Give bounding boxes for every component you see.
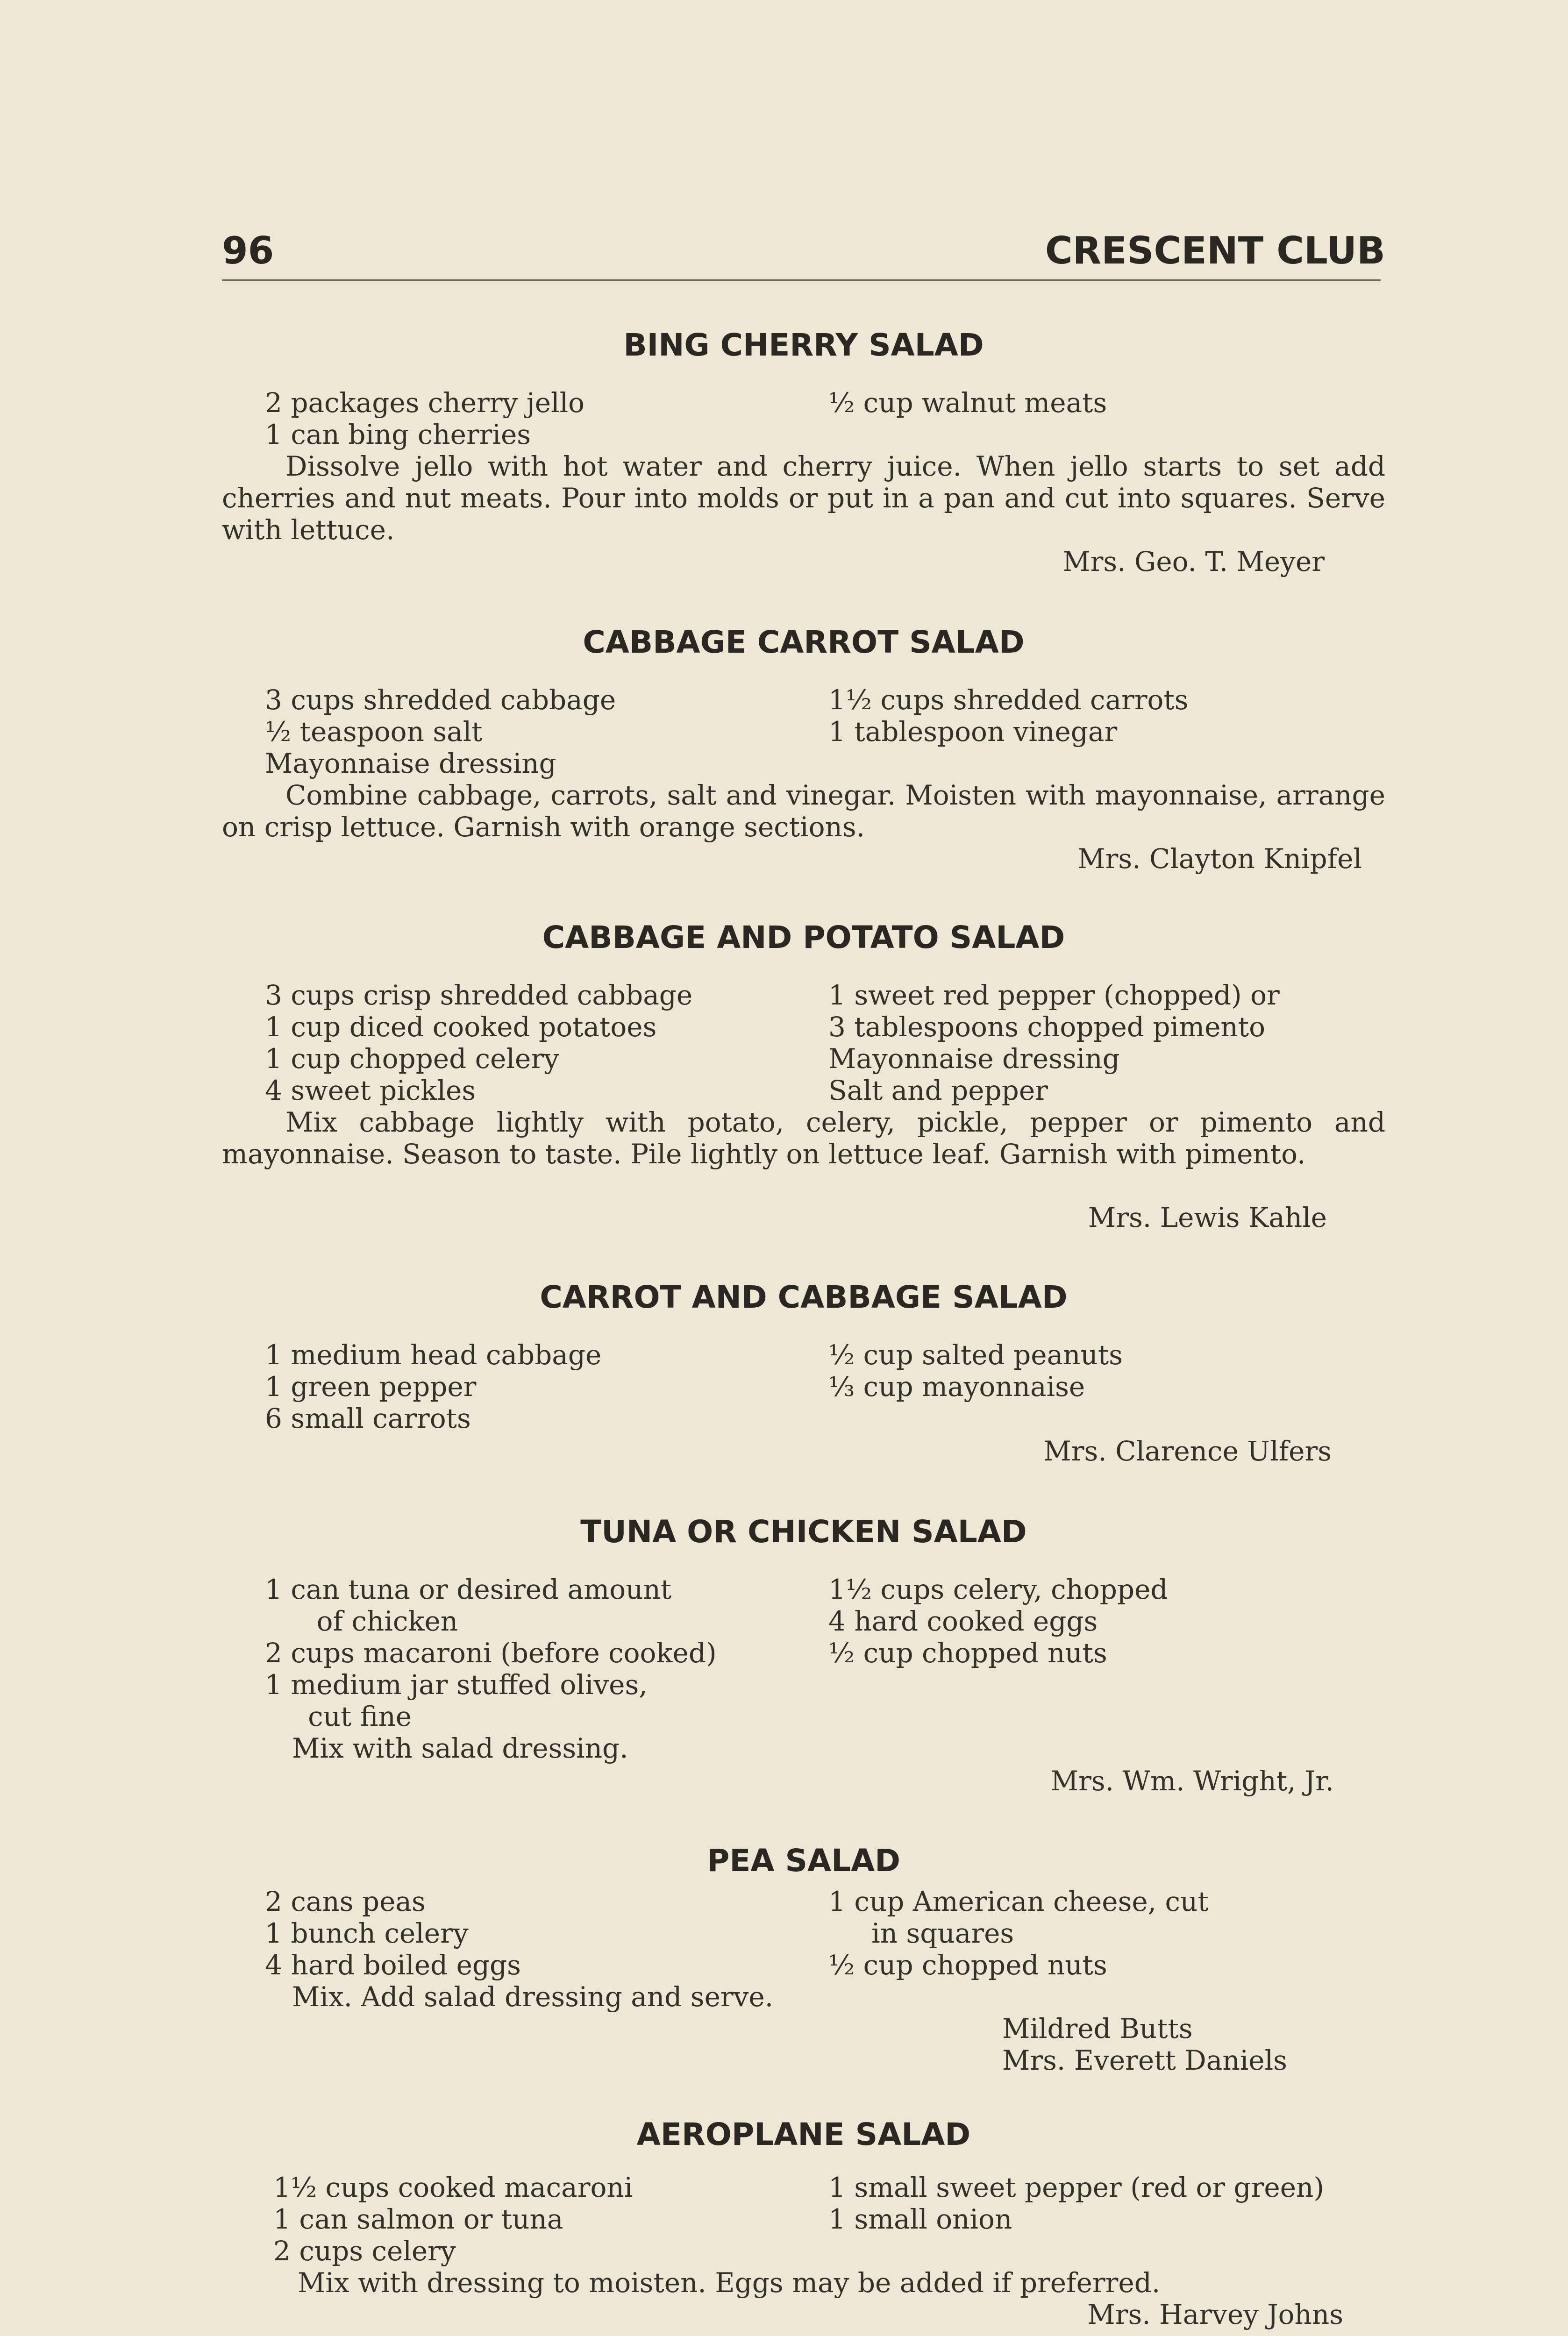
running-head: CRESCENT CLUB <box>1045 229 1385 272</box>
recipe-author: Mrs. Wm. Wright, Jr. <box>1050 1765 1334 1797</box>
recipe-author: Mrs. Clayton Knipfel <box>1077 843 1362 875</box>
ingredient: 1 sweet red pepper (chopped) or <box>828 979 1280 1011</box>
header-rule <box>222 279 1381 281</box>
ingredient: in squares <box>828 1917 1014 1949</box>
recipe-bing-cherry-salad <box>222 327 1385 589</box>
ingredient: of chicken <box>265 1605 458 1637</box>
recipe-title: TUNA OR CHICKEN SALAD <box>580 1514 1027 1550</box>
ingredient: 6 small carrots <box>265 1403 471 1434</box>
ingredient: ½ cup chopped nuts <box>828 1949 1107 1981</box>
recipe-pea-salad <box>222 1843 1385 2081</box>
ingredient: 1 bunch celery <box>265 1917 469 1949</box>
ingredient: 1 can salmon or tuna <box>273 2203 563 2235</box>
page-number: 96 <box>222 229 274 272</box>
recipe-author: Mrs. Geo. T. Meyer <box>1062 546 1325 577</box>
ingredient: 1½ cups cooked macaroni <box>273 2172 633 2203</box>
ingredient: ⅓ cup mayonnaise <box>828 1371 1085 1403</box>
recipe-aeroplane-salad <box>222 2116 1385 2336</box>
recipe-cabbage-carrot-salad <box>222 624 1385 886</box>
ingredient: 3 cups crisp shredded cabbage <box>265 979 693 1011</box>
recipe-author: Mrs. Harvey Johns <box>1087 2299 1343 2330</box>
page-header <box>222 229 1385 280</box>
ingredient: 1 small onion <box>828 2203 1012 2235</box>
ingredient: 1½ cups shredded carrots <box>828 684 1189 716</box>
ingredient: 1½ cups celery, chopped <box>828 1574 1168 1605</box>
ingredient: 1 cup chopped celery <box>265 1043 559 1075</box>
recipe-title: BING CHERRY SALAD <box>623 327 984 363</box>
recipe-title: AEROPLANE SALAD <box>636 2116 971 2152</box>
ingredient: cut fine <box>265 1701 412 1732</box>
ingredient: 1 cup American cheese, cut <box>828 1886 1209 1917</box>
recipe-author: Mildred Butts <box>1002 2013 1193 2044</box>
recipe-title: PEA SALAD <box>706 1843 901 1879</box>
recipe-directions: Mix with salad dressing. <box>292 1732 628 1764</box>
ingredient: 2 packages cherry jello <box>265 387 585 419</box>
ingredient: ½ cup salted peanuts <box>828 1339 1123 1371</box>
recipe-tuna-chicken-salad <box>222 1514 1385 1813</box>
ingredient: 4 hard cooked eggs <box>828 1605 1098 1637</box>
recipe-directions: Dissolve jello with hot water and cherry juice. When jello starts to set add cherries and nut meats. Pour into molds or put in a pan and cut into squares. Serve with lettuce. <box>222 450 1385 546</box>
recipe-author: Mrs. Lewis Kahle <box>1088 1202 1327 1233</box>
recipe-carrot-cabbage-salad <box>222 1279 1385 1485</box>
ingredient: 1 medium head cabbage <box>265 1339 602 1371</box>
ingredient: 3 cups shredded cabbage <box>265 684 616 716</box>
recipe-author: Mrs. Everett Daniels <box>1002 2044 1287 2076</box>
recipe-directions: Mix. Add salad dressing and serve. <box>292 1981 774 2013</box>
ingredient: 2 cups celery <box>273 2235 456 2267</box>
recipe-directions: Mix cabbage lightly with potato, celery, pickle, pepper or pimento and mayonnaise. Season to taste. Pile lightly on lettuce leaf. Garnish with pimento. <box>222 1106 1385 1170</box>
ingredient: 4 sweet pickles <box>265 1075 476 1106</box>
ingredient: ½ cup chopped nuts <box>828 1637 1107 1669</box>
ingredient: 1 can tuna or desired amount <box>265 1574 672 1605</box>
ingredient: 2 cans peas <box>265 1886 426 1917</box>
ingredient: 1 cup diced cooked potatoes <box>265 1011 657 1043</box>
ingredient: Mayonnaise dressing <box>828 1043 1120 1075</box>
ingredient: Mayonnaise dressing <box>265 748 556 779</box>
ingredient: 1 small sweet pepper (red or green) <box>828 2172 1325 2203</box>
ingredient: 1 can bing cherries <box>265 419 531 450</box>
ingredient: 1 green pepper <box>265 1371 477 1403</box>
ingredient: 2 cups macaroni (before cooked) <box>265 1637 717 1669</box>
recipe-title: CABBAGE CARROT SALAD <box>583 624 1025 660</box>
ingredient: 3 tablespoons chopped pimento <box>828 1011 1265 1043</box>
ingredient: 1 medium jar stuffed olives, <box>265 1669 648 1701</box>
ingredient: 4 hard boiled eggs <box>265 1949 521 1981</box>
ingredient: 1 tablespoon vinegar <box>828 716 1118 748</box>
recipe-author: Mrs. Clarence Ulfers <box>1043 1435 1332 1467</box>
recipe-directions: Combine cabbage, carrots, salt and vinegar. Moisten with mayonnaise, arrange on crisp lettuce. Garnish with orange sections. <box>222 779 1385 843</box>
ingredient: ½ cup walnut meats <box>828 387 1107 419</box>
recipe-title: CARROT AND CABBAGE SALAD <box>540 1279 1068 1315</box>
ingredient: ½ teaspoon salt <box>265 716 483 748</box>
ingredient: Salt and pepper <box>828 1075 1048 1106</box>
recipe-cabbage-potato-salad <box>222 919 1385 1246</box>
recipe-title: CABBAGE AND POTATO SALAD <box>542 919 1065 955</box>
recipe-directions: Mix with dressing to moisten. Eggs may be added if preferred. <box>298 2267 1161 2299</box>
